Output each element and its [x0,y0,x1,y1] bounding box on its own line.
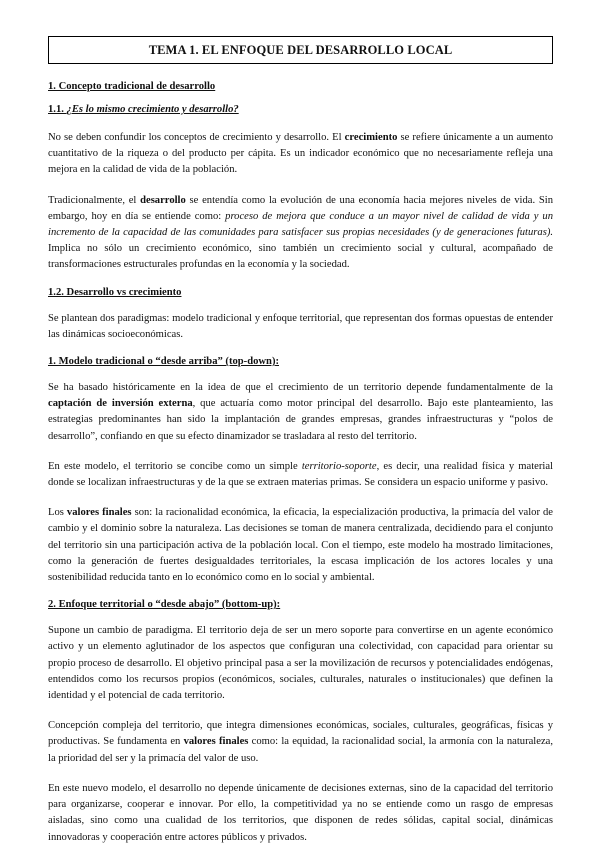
bold-term-desarrollo: desarrollo [140,194,186,206]
text-run: , es decir, una realidad física y material donde se localizan infraestructuras y de la que se extraen materias primas. Se considera un espacio uniforme y pasivo. [48,460,553,489]
section-1-1-question: ¿Es lo mismo crecimiento y desarrollo? [66,104,239,115]
text-run: como: la equidad, la racionalidad social, la armonía con la naturaleza, la prioridad del ser y la primacía del valor de uso. [48,736,554,764]
text-run: se refiere únicamente a un aumento cuantitativo de la riqueza o del producto per cápita. Es un indicador económico que no necesariamente refleja una mejora en la calidad de vida de la población. [48,132,554,176]
text-run: Los [48,507,67,519]
model-2-heading-text: 2. Enfoque territorial o “desde abajo” (bottom-up) [48,599,277,611]
italic-term-territorio-soporte: territorio-soporte [301,460,377,472]
text-run: son: la racionalidad económica, la eficacia, la especialización productiva, la primacía del valor de cambio y el dominio sobre la naturaleza. Las decisiones se toman de manera centralizada, decidiendo para el conjunto del territorio sin una participación activa de la población local. Con el tiempo, este modelo ha mostrado limitaciones, como la generación de fuertes desigualdades territoriales, la escasa implicación de los actores locales y una sostenibilidad reducida tanto en lo económico como en lo social y ambiental. [48,507,553,584]
section-1-2-heading: 1.2. Desarrollo vs crecimiento [48,286,182,298]
text-run: Se ha basado históricamente en la idea de que el crecimiento de un territorio depende fundamentalmente de la [48,382,553,394]
text-run: Concepción compleja del territorio, que integra dimensiones económicas, sociales, culturales, geográficas, físicas y productivas. Se fundamenta en [48,720,553,748]
section-1-1-prefix: 1.1. [48,104,67,115]
paragraph-paradigmas: Se plantean dos paradigmas: modelo tradicional y enfoque territorial, que representan dos formas opuestas de entender las dinámicas socioeconómicas. [48,312,553,340]
bold-term-crecimiento: crecimiento [344,132,398,143]
bold-term-inversion: captación de inversión externa [48,398,193,410]
model-2-heading [48,598,553,611]
heading-colon: : [275,356,279,368]
model-1-heading-text: 1. Modelo tradicional o “desde arriba” (top-down) [48,356,276,368]
text-run: Tradicionalmente, el [48,194,141,206]
document-page [48,36,553,846]
model-1-heading [48,355,553,368]
text-run: En este modelo, el territorio se concibe como un simple [48,460,302,472]
paragraph-bottom-up-2 [48,718,553,767]
paragraph-top-down-1 [48,380,553,445]
text-run: No se deben confundir los conceptos de crecimiento y desarrollo. El [48,132,345,143]
italic-definition: proceso de mejora que conduce a un mayor nivel de calidad de vida y un incremento de la capacidad de las comunidades para satisfacer sus propias necesidades (y de generaciones futuras). [48,210,553,239]
text-run: Implica no sólo un crecimiento económico, sino también un crecimiento social y cultural, acompañado de transformaciones estructurales profundas en la economía y la sociedad. [48,243,553,271]
text-run: se entendía como la evolución de una economía hacia mejores niveles de vida. Sin embargo, hoy en día se entiende como: [48,194,554,222]
section-1-heading: 1. Concepto tradicional de desarrollo [48,81,216,92]
bold-term-valores-finales: valores finales [183,736,249,748]
paragraph-bottom-up-3: En este nuevo modelo, el desarrollo no depende únicamente de decisiones externas, sino de la capacidad del territorio para organizarse, cooperar e innovar. Por ello, la competitividad ya no se entiende como un rasgo de empresas aisladas, sino como una cualidad de los territorios, que disponen de redes sólidas, capital social, dinámicas innovadoras y cooperación entre actores públicos y privados. [48,782,553,843]
paragraph-desarrollo [48,193,553,274]
document-title: TEMA 1. EL ENFOQUE DEL DESARROLLO LOCAL [48,36,553,64]
paragraph-top-down-2 [48,459,553,491]
section-1-1-heading [48,103,553,116]
paragraph-top-down-3 [48,505,553,586]
bold-term-valores-finales: valores finales [66,507,132,519]
paragraph-crecimiento [48,130,553,179]
paragraph-bottom-up-1: Supone un cambio de paradigma. El territorio deja de ser un mero soporte para convertirse en un agente económico activo y un elemento aglutinador de los aspectos que configuran una colectividad, con capacidad para orientar su propio proceso de desarrollo. El objetivo principal pasa a ser la movilización de recursos y potencialidades endógenas, entendidos como los recursos propios (económicos, sociales, culturales, naturales o institucionales) que definen la identidad y el potencial de cada territorio. [48,625,553,702]
heading-colon: : [276,599,281,611]
text-run: , que actuaría como motor principal del desarrollo. Bajo este planteamiento, las estrategias predominantes han sido la implantación de grandes empresas, grandes infraestructuras y “polos de desarrollo”, confiando en que su efecto dinamizador se trasladara al resto del territorio. [48,398,553,442]
